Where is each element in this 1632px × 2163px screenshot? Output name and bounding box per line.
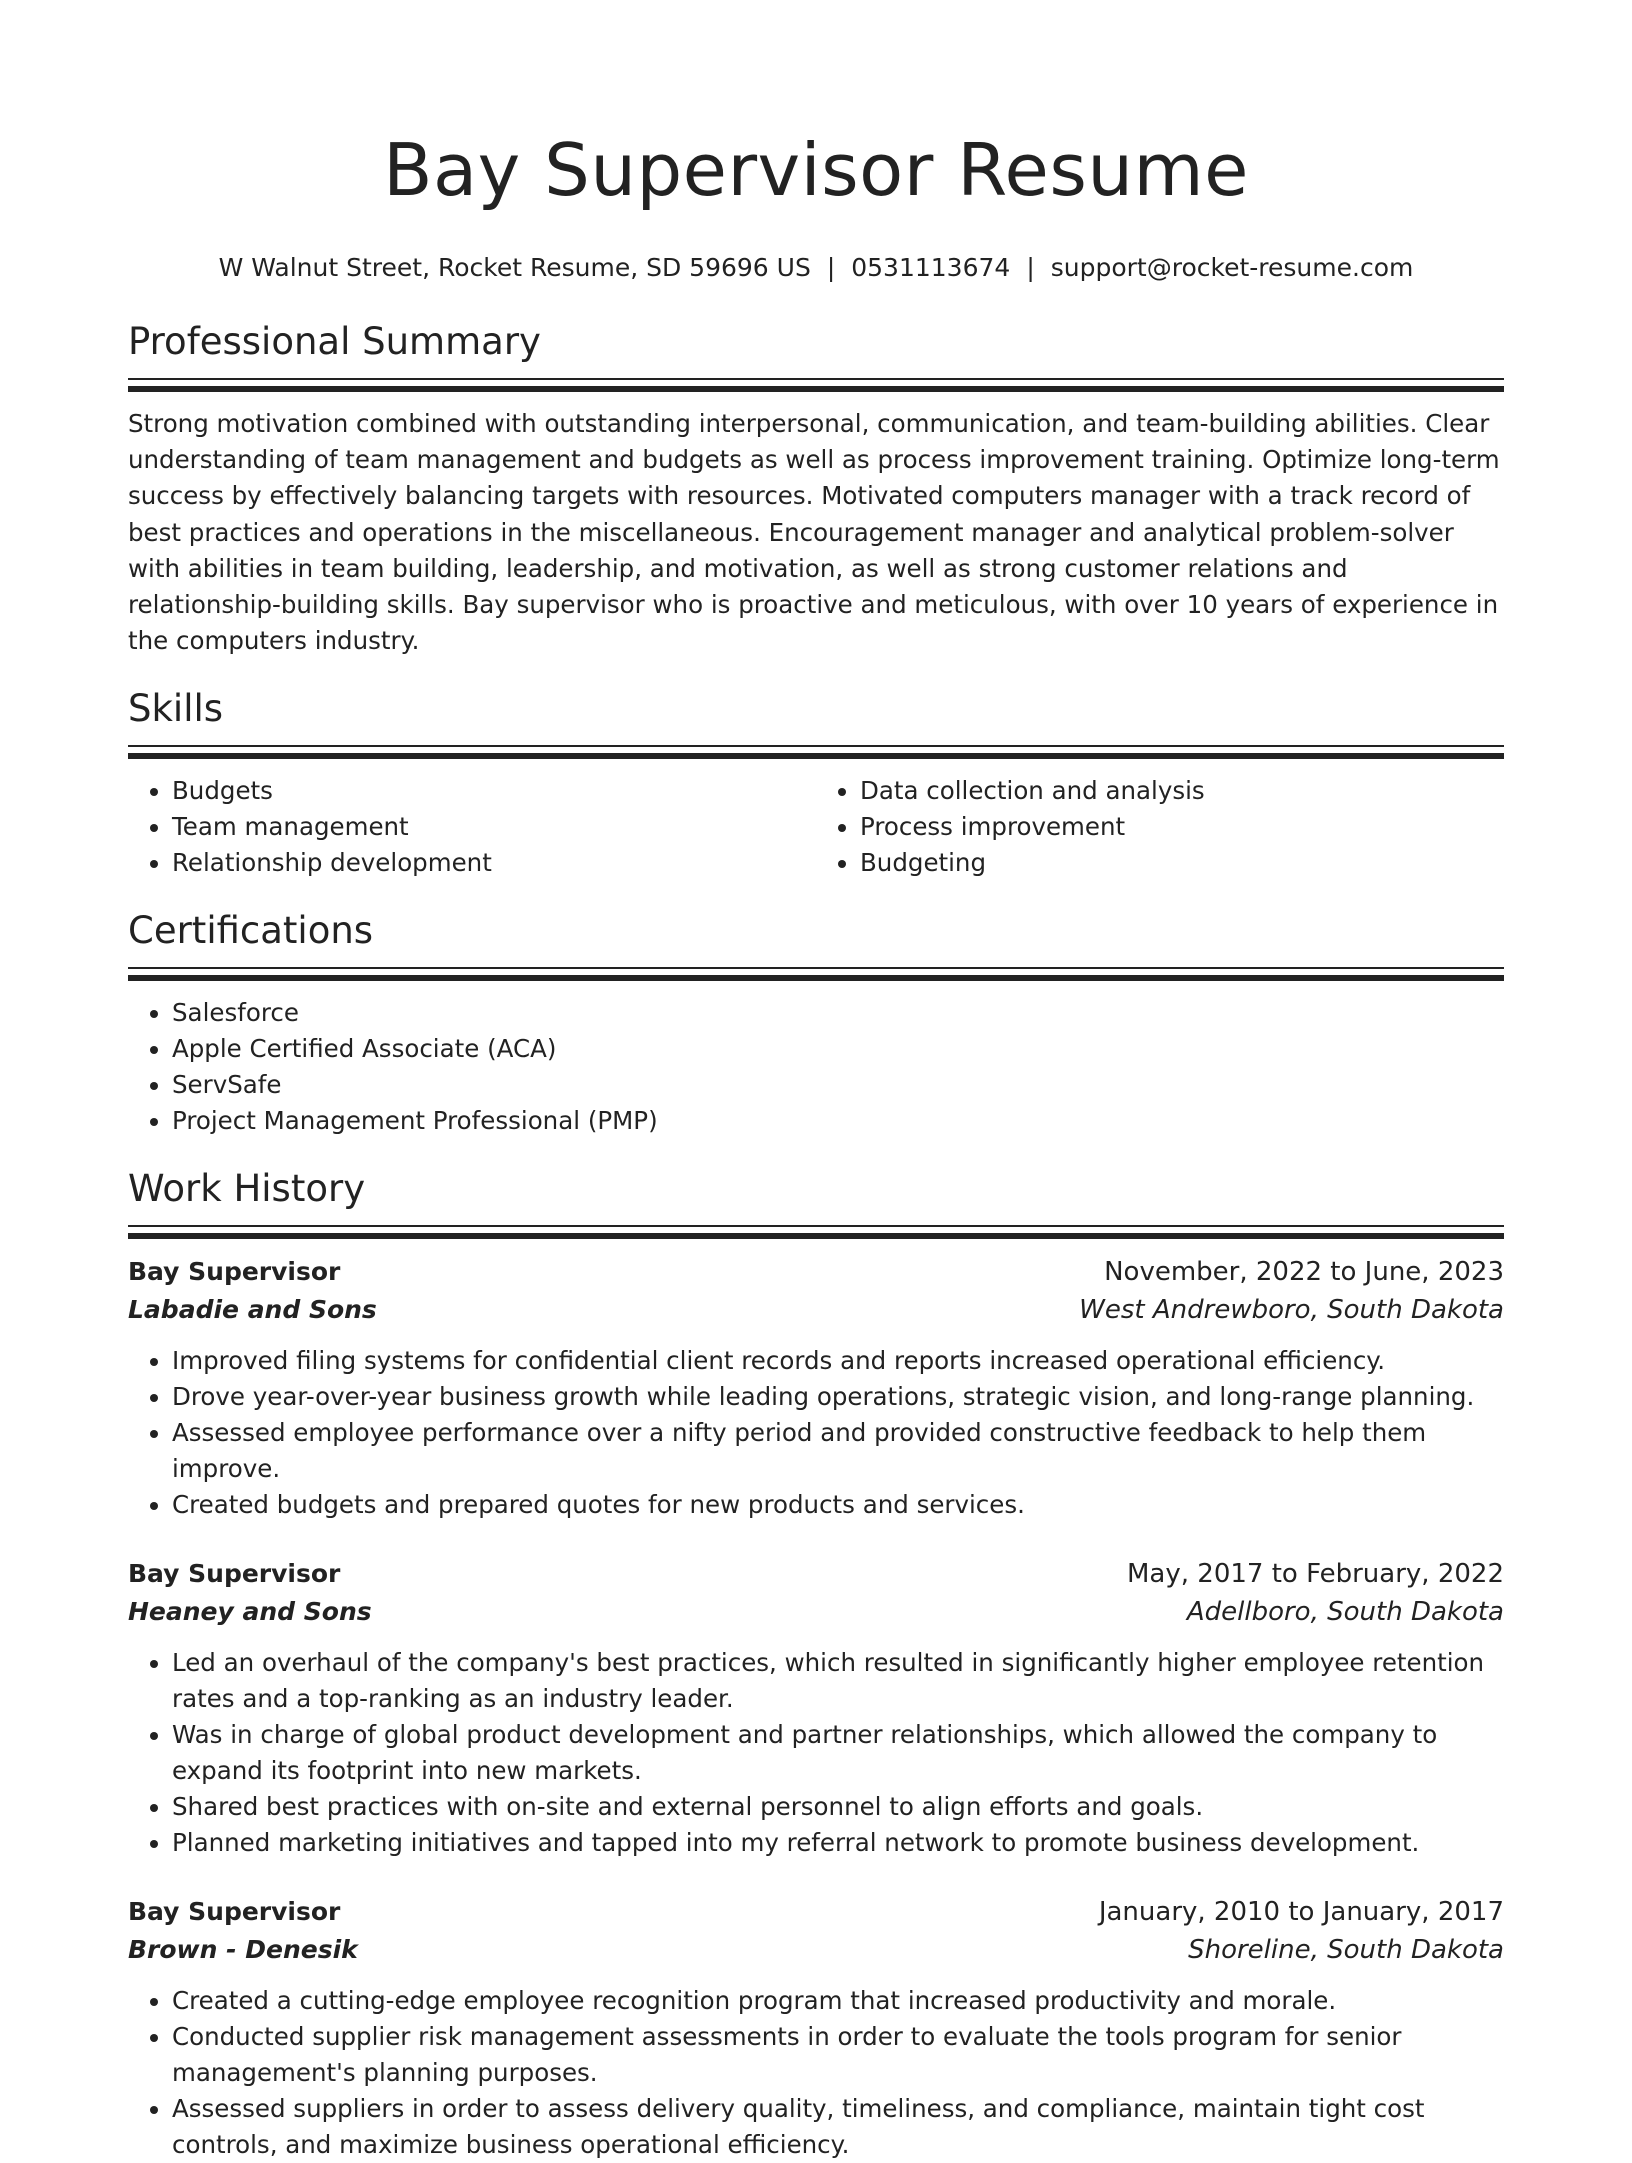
- job-header-row: [128, 1253, 1504, 1291]
- job-company-row: [128, 1291, 1504, 1329]
- job-dates: November, 2022 to June, 2023: [1104, 1257, 1504, 1288]
- job-entry: [128, 1893, 1504, 2163]
- contact-line: [128, 252, 1504, 284]
- job-bullet: • Assessed suppliers in order to assess delivery quality, timeliness, and compliance, maintain tight cost controls, and maximize business operational efficiency.: [172, 2091, 1504, 2163]
- summary-heading: Professional Summary: [128, 320, 541, 363]
- section-divider: [128, 1225, 1504, 1239]
- job-company: Labadie and Sons: [128, 1295, 377, 1325]
- work-history-heading: Work History: [128, 1167, 366, 1211]
- contact-email: support@rocket-resume.com: [1050, 253, 1414, 282]
- job-location: Shoreline, South Dakota: [1188, 1935, 1504, 1966]
- job-company-row: [128, 1931, 1504, 1969]
- skills-section: [128, 685, 1504, 881]
- skill-item: • Relationship development: [172, 845, 816, 881]
- job-bullet: • Conducted supplier risk management assessments in order to evaluate the tools program for senior management's planning purposes.: [172, 2019, 1504, 2091]
- contact-address: W Walnut Street, Rocket Resume, SD 59696 US: [218, 253, 811, 282]
- job-bullet: • Shared best practices with on-site and external personnel to align efforts and goals.: [172, 1789, 1504, 1825]
- certification-item: • Apple Certified Associate (ACA): [172, 1031, 1504, 1067]
- job-header-row: [128, 1555, 1504, 1593]
- contact-phone: 0531113674: [851, 253, 1011, 282]
- job-header-row: [128, 1893, 1504, 1931]
- skill-item: • Budgets: [172, 773, 816, 809]
- contact-separator: |: [1026, 253, 1035, 282]
- job-bullets: [128, 1983, 1504, 2163]
- job-location: West Andrewboro, South Dakota: [1079, 1295, 1504, 1326]
- job-company-row: [128, 1593, 1504, 1631]
- job-entry: [128, 1253, 1504, 1523]
- skills-heading: Skills: [128, 687, 224, 731]
- certifications-heading: Certifications: [128, 909, 374, 953]
- skill-item: • Process improvement: [860, 809, 1504, 845]
- job-bullets: [128, 1343, 1504, 1523]
- job-title: Bay Supervisor: [128, 1559, 341, 1589]
- certification-item: • Salesforce: [172, 995, 1504, 1031]
- skill-item: • Budgeting: [860, 845, 1504, 881]
- section-divider: [128, 967, 1504, 981]
- job-bullet: • Planned marketing initiatives and tapped into my referral network to promote business development.: [172, 1825, 1504, 1861]
- job-title: Bay Supervisor: [128, 1257, 341, 1287]
- job-bullet: • Drove year-over-year business growth while leading operations, strategic vision, and long-range planning.: [172, 1379, 1504, 1415]
- skills-list-left: [128, 773, 816, 881]
- skill-item: • Data collection and analysis: [860, 773, 1504, 809]
- certifications-section: [128, 907, 1504, 1139]
- section-divider: [128, 745, 1504, 759]
- summary-text: Strong motivation combined with outstanding interpersonal, communication, and team-building abilities. Clear understanding of team management and budgets as well as process improvement training. Optimize long-term success by effectively balancing targets with resources. Motivated computers manager with a track record of best practices and operations in the miscellaneous. Encouragement manager and analytical problem-solver with abilities in team building, leadership, and motivation, as well as strong customer relations and relationship-building skills. Bay supervisor who is proactive and meticulous, with over 10 years of experience in the computers industry.: [128, 409, 1500, 656]
- job-bullets: [128, 1645, 1504, 1861]
- work-history-section: [128, 1165, 1504, 2163]
- job-dates: January, 2010 to January, 2017: [1098, 1897, 1504, 1928]
- certification-item: • ServSafe: [172, 1067, 1504, 1103]
- certifications-list: [128, 995, 1504, 1139]
- job-bullet: • Was in charge of global product development and partner relationships, which allowed the company to expand its footprint into new markets.: [172, 1717, 1504, 1789]
- job-bullet: • Assessed employee performance over a nifty period and provided constructive feedback to help them improve.: [172, 1415, 1504, 1487]
- job-bullet: • Created budgets and prepared quotes for new products and services.: [172, 1487, 1504, 1523]
- job-bullet: • Led an overhaul of the company's best practices, which resulted in significantly higher employee retention rates and a top-ranking as an industry leader.: [172, 1645, 1504, 1717]
- job-location: Adellboro, South Dakota: [1186, 1597, 1504, 1628]
- certification-item: • Project Management Professional (PMP): [172, 1103, 1504, 1139]
- summary-section: [128, 318, 1504, 659]
- job-bullet: • Improved filing systems for confidential client records and reports increased operational efficiency.: [172, 1343, 1504, 1379]
- resume-title: Bay Supervisor Resume: [383, 128, 1249, 212]
- job-bullet: • Created a cutting-edge employee recognition program that increased productivity and morale.: [172, 1983, 1504, 2019]
- job-title: Bay Supervisor: [128, 1897, 341, 1927]
- skills-list-right: [816, 773, 1504, 881]
- contact-separator: |: [826, 253, 836, 282]
- job-dates: May, 2017 to February, 2022: [1127, 1559, 1504, 1590]
- skill-item: • Team management: [172, 809, 816, 845]
- job-entry: [128, 1555, 1504, 1861]
- skills-columns: [128, 773, 1504, 881]
- job-company: Heaney and Sons: [128, 1597, 372, 1627]
- job-company: Brown - Denesik: [128, 1935, 358, 1965]
- section-divider: [128, 378, 1504, 392]
